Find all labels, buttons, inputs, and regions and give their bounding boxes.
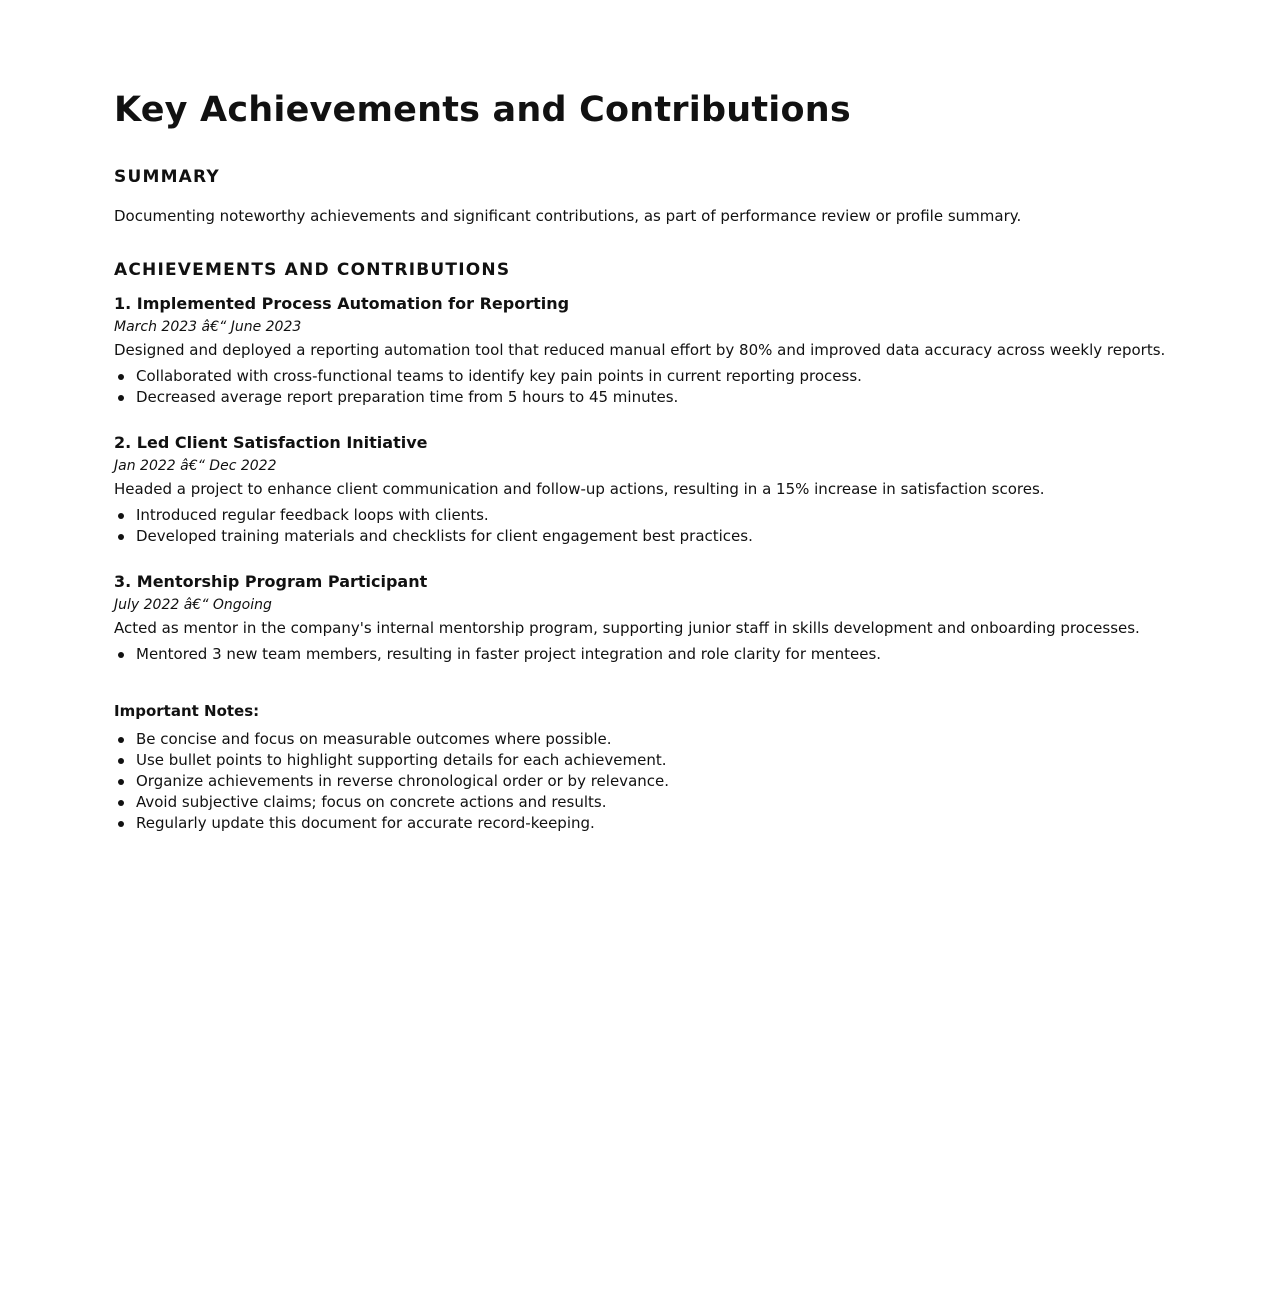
note-item: Avoid subjective claims; focus on concrete actions and results. [136, 792, 1214, 813]
note-item: Regularly update this document for accurate record-keeping. [136, 813, 1214, 834]
summary-text: Documenting noteworthy achievements and significant contributions, as part of performance review or profile summary. [114, 207, 1022, 225]
notes-title: Important Notes: [114, 702, 260, 720]
achievement-title: 3. Mentorship Program Participant [114, 572, 428, 591]
achievements-heading: ACHIEVEMENTS AND CONTRIBUTIONS [114, 260, 511, 280]
bullet-item: Decreased average report preparation time from 5 hours to 45 minutes. [136, 387, 1214, 408]
bullet-item: Mentored 3 new team members, resulting in faster project integration and role clarity for mentees. [136, 644, 1214, 665]
notes-list [114, 729, 1214, 834]
page-title: Key Achievements and Contributions [114, 90, 851, 130]
achievement-description: Designed and deployed a reporting automation tool that reduced manual effort by 80% and improved data accuracy across weekly reports. [114, 341, 1166, 359]
achievement-item [114, 432, 1214, 547]
bullet-item: Collaborated with cross-functional teams to identify key pain points in current reporting process. [136, 366, 1214, 387]
achievement-bullets [114, 505, 1214, 547]
achievement-item [114, 293, 1214, 408]
bullet-item: Introduced regular feedback loops with clients. [136, 505, 1214, 526]
achievement-title: 2. Led Client Satisfaction Initiative [114, 433, 428, 452]
note-item: Use bullet points to highlight supporting details for each achievement. [136, 750, 1214, 771]
achievement-date: Jan 2022 â€“ Dec 2022 [114, 458, 277, 474]
achievement-date: July 2022 â€“ Ongoing [114, 597, 272, 613]
bullet-item: Developed training materials and checklists for client engagement best practices. [136, 526, 1214, 547]
note-item: Be concise and focus on measurable outcomes where possible. [136, 729, 1214, 750]
achievement-bullets [114, 366, 1214, 408]
achievement-description: Headed a project to enhance client communication and follow-up actions, resulting in a 15% increase in satisfaction scores. [114, 480, 1045, 498]
achievement-title: 1. Implemented Process Automation for Reporting [114, 294, 570, 313]
achievement-date: March 2023 â€“ June 2023 [114, 319, 302, 335]
note-item: Organize achievements in reverse chronological order or by relevance. [136, 771, 1214, 792]
summary-heading: SUMMARY [114, 167, 220, 187]
achievement-item [114, 571, 1214, 665]
achievement-description: Acted as mentor in the company's internal mentorship program, supporting junior staff in skills development and onboarding processes. [114, 619, 1140, 637]
achievement-bullets [114, 644, 1214, 665]
